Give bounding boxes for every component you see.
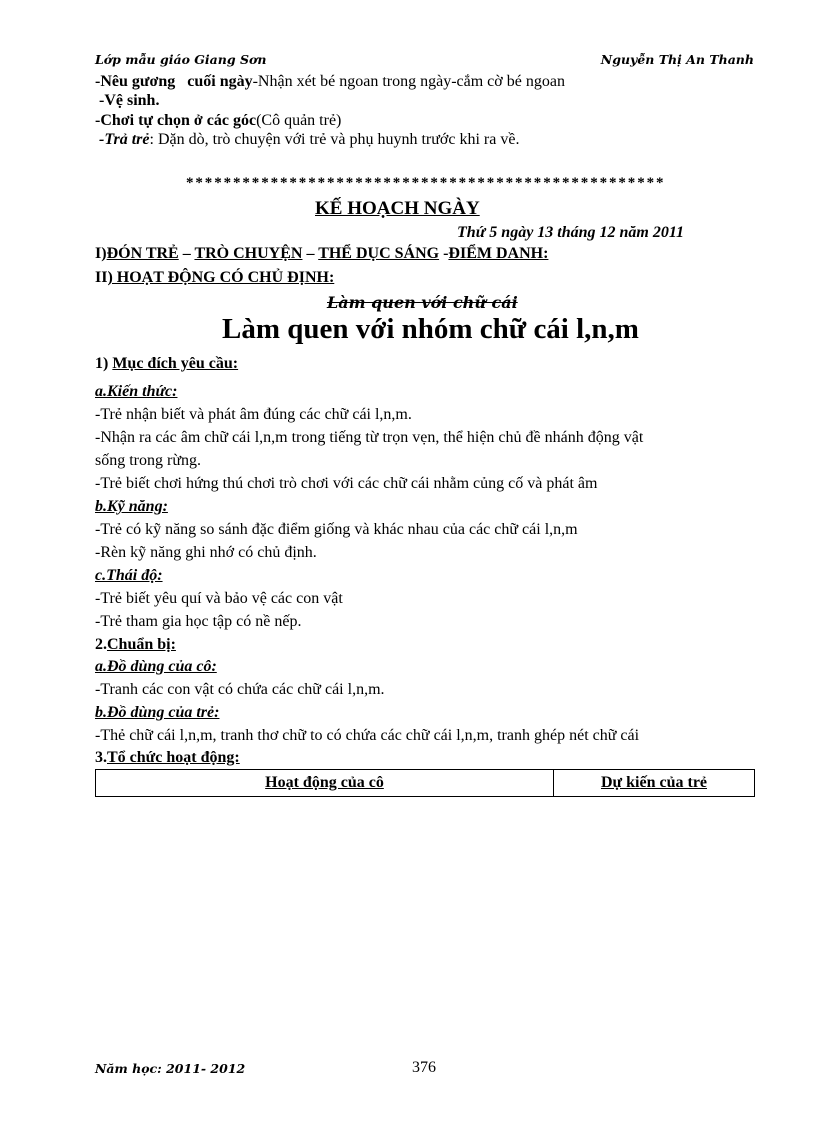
routine-text-1: -Nhận xét bé ngoan trong ngày-cắm cờ bé ngoan [252,73,565,90]
section-1-dash2: – [302,245,319,262]
footer-year: Năm học: 2011- 2012 [95,1061,246,1076]
lesson-title: Làm quen với nhóm chữ cái l,n,m [222,313,639,345]
routine-line-1 [95,73,565,91]
knowledge-item-2-cont: sống trong rừng. [95,452,201,469]
teacher-materials-heading: a.Đồ dùng của cô: [95,658,217,675]
skills-heading: b.Kỹ năng: [95,498,168,515]
purpose-heading [95,355,238,373]
skills-item-1: -Trẻ có kỹ năng so sánh đặc điểm giống và khác nhau của các chữ cái l,n,m [95,521,578,538]
prepare-title: Chuẩn bị: [107,636,176,653]
knowledge-item-3: -Trẻ biết chơi hứng thú chơi trò chơi với các chữ cái nhằm củng cố và phát âm [95,475,598,492]
teacher-materials-item-1: -Tranh các con vật có chứa các chữ cái l,n,m. [95,681,385,698]
routine-label-3: -Chơi tự chọn ở các góc [95,112,257,129]
purpose-title: Mục đích yêu cầu: [112,355,239,372]
routine-line-4 [99,131,519,149]
table-col-child: Dự kiến của trẻ [554,770,755,797]
organize-num: 3. [95,749,107,766]
attitude-item-1: -Trẻ biết yêu quí và bảo vệ các con vật [95,590,343,607]
separator-stars: *************************************************** [186,175,666,191]
section-2-heading [95,269,334,287]
table-header-row [96,770,755,797]
skills-item-2: -Rèn kỹ năng ghi nhớ có chủ định. [95,544,317,561]
section-1-part3: THỂ DỤC SÁNG [318,245,440,262]
section-1-dash1: – [178,245,195,262]
routine-line-3 [95,112,341,130]
attitude-item-2: -Trẻ tham gia học tập có nề nếp. [95,613,302,630]
section-1-part2: TRÒ CHUYỆN [194,245,303,262]
routine-line-2: -Vệ sinh. [99,92,160,109]
routine-label-1b: cuối ngày [187,73,253,90]
section-1-dash3: - [439,245,449,262]
plan-date: Thứ 5 ngày 13 tháng 12 năm 2011 [457,224,684,241]
knowledge-item-2: -Nhận ra các âm chữ cái l,n,m trong tiếng từ trọn vẹn, thể hiện chủ đề nhánh động vật [95,429,644,446]
knowledge-item-1: -Trẻ nhận biết và phát âm đúng các chữ cái l,n,m. [95,406,412,423]
footer-page-number: 376 [412,1059,436,1076]
child-materials-heading: b.Đồ dùng của trẻ: [95,704,220,721]
section-2-prefix: II [95,269,108,286]
subject-label: Làm quen với chữ cái [327,293,518,312]
section-1-heading [95,245,548,263]
prepare-heading [95,636,176,654]
header-teacher: Nguyễn Thị An Thanh [600,52,754,67]
section-1-part1: ĐÓN TRẺ [106,245,179,262]
attitude-heading: c.Thái độ: [95,567,163,584]
table-col-teacher: Hoạt động của cô [96,770,554,797]
header-school: Lớp mẫu giáo Giang Sơn [95,52,267,67]
section-2-text: ) HOẠT ĐỘNG CÓ CHỦ ĐỊNH: [107,269,335,286]
activity-table [95,769,755,797]
routine-label-1: -Nêu gương [95,73,176,90]
section-1-prefix: I) [95,245,107,262]
routine-label-4: -Trả trẻ [99,131,150,148]
child-materials-item-1: -Thẻ chữ cái l,n,m, tranh thơ chữ to có chứa các chữ cái l,n,m, tranh ghép nét chữ cái [95,727,640,744]
plan-title: KẾ HOẠCH NGÀY [315,198,480,219]
organize-title: Tổ chức hoạt động: [107,749,240,766]
organize-heading [95,749,240,767]
knowledge-heading: a.Kiến thức: [95,383,178,400]
purpose-num: 1) [95,355,113,372]
routine-text-3: (Cô quản trẻ) [256,112,342,129]
routine-text-4: : Dặn dò, trò chuyện với trẻ và phụ huynh trước khi ra về. [149,131,520,148]
prepare-num: 2. [95,636,107,653]
section-1-part4: ĐIỂM DANH: [448,245,549,262]
